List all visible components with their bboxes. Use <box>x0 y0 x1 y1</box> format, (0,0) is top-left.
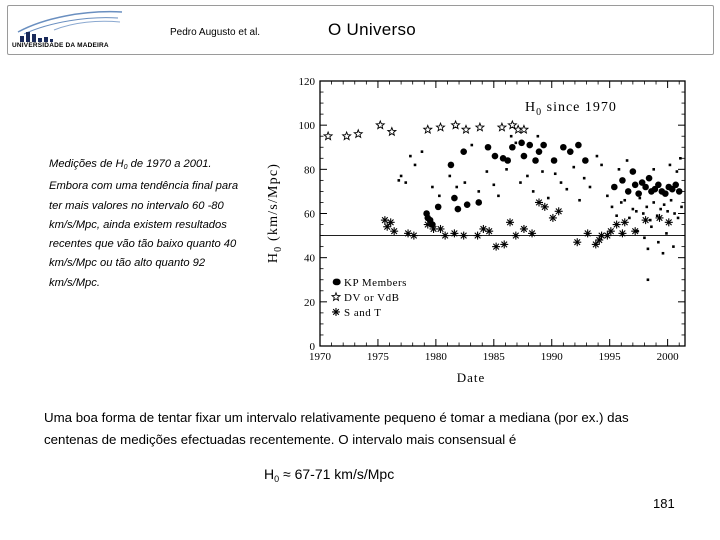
data-point-other <box>554 172 557 175</box>
formula-sub: 0 <box>274 474 280 484</box>
data-point-kp-members <box>619 177 626 184</box>
data-point-other <box>623 199 626 202</box>
y-axis-label-sub: 0 <box>273 245 284 252</box>
data-point-other <box>583 177 586 180</box>
data-point-other <box>639 197 642 200</box>
chart-title-sub: 0 <box>536 107 543 118</box>
data-point-other <box>647 248 650 251</box>
data-point-s-and-t <box>479 225 487 233</box>
legend-label: KP Members <box>344 276 407 289</box>
data-point-other <box>477 190 480 193</box>
data-point-other <box>448 175 451 178</box>
data-point-other <box>400 175 403 178</box>
data-point-kp-members <box>455 206 462 213</box>
data-point-kp-members <box>492 153 499 160</box>
legend-marker <box>333 279 340 286</box>
data-point-s-and-t <box>642 216 650 224</box>
data-point-other <box>589 186 592 189</box>
y-tick-label: 60 <box>304 208 315 221</box>
data-point-other <box>470 144 473 147</box>
data-point-s-and-t <box>460 232 468 240</box>
data-point-other <box>650 225 653 228</box>
data-point-other <box>438 195 441 198</box>
data-point-s-and-t <box>573 238 581 246</box>
data-point-kp-members <box>532 157 539 164</box>
data-point-s-and-t <box>520 225 528 233</box>
data-point-other <box>493 183 496 186</box>
data-point-kp-members <box>646 175 653 182</box>
data-point-other <box>652 201 655 204</box>
x-tick-label: 1985 <box>482 351 505 363</box>
data-point-s-and-t <box>541 203 549 211</box>
h0-formula <box>264 466 394 484</box>
legend-marker <box>332 308 340 316</box>
data-point-kp-members <box>655 181 662 188</box>
data-point-dv-or-vdb <box>437 123 445 131</box>
data-point-other <box>547 197 550 200</box>
data-point-s-and-t <box>474 232 482 240</box>
data-point-dv-or-vdb <box>452 121 460 129</box>
data-point-other <box>618 168 621 171</box>
data-point-other <box>672 245 675 248</box>
data-point-other <box>620 201 623 204</box>
chart-title-main: H <box>525 100 537 115</box>
x-tick-label: 1980 <box>424 351 447 363</box>
data-point-kp-members <box>611 184 618 191</box>
y-tick-label: 80 <box>304 164 315 177</box>
data-point-other <box>665 232 668 235</box>
data-point-other <box>578 199 581 202</box>
data-point-kp-members <box>672 181 679 188</box>
data-point-kp-members <box>630 168 637 175</box>
y-tick-label: 40 <box>304 252 315 265</box>
author-name: Pedro Augusto et al. <box>170 27 261 38</box>
data-point-s-and-t <box>430 225 438 233</box>
y-tick-label: 0 <box>309 341 315 353</box>
data-point-other <box>628 217 631 220</box>
data-point-other <box>566 188 569 191</box>
data-point-dv-or-vdb <box>508 121 516 129</box>
data-point-kp-members <box>567 148 574 155</box>
data-point-other <box>663 203 666 206</box>
data-point-other <box>560 181 563 184</box>
data-point-other <box>486 170 489 173</box>
y-tick-label: 100 <box>298 120 315 133</box>
data-point-s-and-t <box>390 227 398 235</box>
data-point-other <box>680 206 683 209</box>
caption-symbol: H <box>115 158 124 170</box>
y-axis-label <box>266 163 284 263</box>
data-point-other <box>652 168 655 171</box>
data-point-kp-members <box>676 188 683 195</box>
data-point-kp-members <box>551 157 558 164</box>
data-point-kp-members <box>485 144 492 151</box>
data-point-kp-members <box>509 144 516 151</box>
data-point-other <box>397 179 400 182</box>
data-point-dv-or-vdb <box>476 123 484 131</box>
data-point-other <box>497 195 500 198</box>
data-point-other <box>431 186 434 189</box>
data-point-other <box>669 164 672 167</box>
data-point-other <box>537 135 540 138</box>
data-point-s-and-t <box>528 229 536 237</box>
data-point-other <box>670 199 673 202</box>
data-point-kp-members <box>518 140 525 147</box>
data-point-other <box>505 168 508 171</box>
data-point-s-and-t <box>549 214 557 222</box>
data-point-dv-or-vdb <box>376 121 384 129</box>
data-point-other <box>656 214 659 217</box>
data-point-s-and-t <box>555 207 563 215</box>
data-point-other <box>632 208 635 211</box>
page-number: 181 <box>653 496 675 511</box>
data-point-kp-members <box>536 148 543 155</box>
chart-title <box>525 100 617 118</box>
data-point-other <box>455 186 458 189</box>
x-tick-label: 1975 <box>366 351 389 363</box>
data-point-other <box>677 217 680 220</box>
data-point-other <box>676 170 679 173</box>
data-point-kp-members <box>504 157 511 164</box>
data-point-other <box>611 206 614 209</box>
data-point-s-and-t <box>500 240 508 248</box>
data-point-s-and-t <box>613 221 621 229</box>
data-point-dv-or-vdb <box>462 125 470 133</box>
body-paragraph: Uma boa forma de tentar fixar um intervalo relativamente pequeno é tomar a mediana (por ex.) das centenas de medições efectuadas recentemente. O intervalo mais consensual é <box>44 410 629 447</box>
data-point-other <box>414 164 417 167</box>
data-point-dv-or-vdb <box>354 130 362 138</box>
data-point-other <box>645 206 648 209</box>
data-point-s-and-t <box>618 229 626 237</box>
x-tick-label: 2000 <box>656 351 679 363</box>
data-point-dv-or-vdb <box>498 123 506 131</box>
data-point-other <box>636 230 639 233</box>
data-point-s-and-t <box>492 243 500 251</box>
data-point-s-and-t <box>506 218 514 226</box>
data-point-kp-members <box>464 201 471 208</box>
data-point-other <box>649 219 652 222</box>
data-point-other <box>572 166 575 169</box>
data-point-s-and-t <box>592 240 600 248</box>
formula-symbol: H <box>264 466 275 482</box>
x-tick-label: 1990 <box>540 351 563 363</box>
data-point-kp-members <box>435 204 442 211</box>
data-point-other <box>526 175 529 178</box>
data-point-s-and-t <box>603 232 611 240</box>
data-point-kp-members <box>582 157 589 164</box>
data-point-kp-members <box>526 142 533 149</box>
data-point-s-and-t <box>512 232 520 240</box>
chart-legend <box>332 277 407 319</box>
figure-caption <box>49 155 249 293</box>
data-point-kp-members <box>448 162 455 169</box>
data-point-kp-members <box>521 153 528 160</box>
caption-text-start: Medições de <box>49 158 116 170</box>
data-point-s-and-t <box>387 218 395 226</box>
data-point-other <box>409 155 412 158</box>
x-tick-label: 1995 <box>598 351 621 363</box>
data-point-kp-members <box>475 199 482 206</box>
chart-title-rest: since 1970 <box>542 100 617 115</box>
data-point-s-and-t <box>584 229 592 237</box>
data-point-kp-members <box>625 188 632 195</box>
data-point-other <box>673 212 676 215</box>
data-point-other <box>657 241 660 244</box>
data-point-other <box>600 164 603 167</box>
points-group <box>324 121 683 285</box>
data-point-kp-members <box>662 190 669 197</box>
data-point-s-and-t <box>535 198 543 206</box>
y-axis-label-main: H <box>266 251 281 264</box>
data-point-s-and-t <box>404 229 412 237</box>
data-point-dv-or-vdb <box>388 128 396 136</box>
data-point-other <box>626 159 629 162</box>
data-point-kp-members <box>642 184 649 191</box>
data-point-s-and-t <box>424 221 432 229</box>
university-name: UNIVERSIDADE DA MADEIRA <box>12 42 109 49</box>
data-point-dv-or-vdb <box>343 132 351 140</box>
caption-text-end: de 1970 a 2001. Embora com uma tendência final para ter mais valores no intervalo 60 -80 km/s/Mpc, ainda existem resultados recentes que vão tão baixo quanto 40 km/s/Mpc ou tão alto quanto 92 km/s/Mpc. <box>49 158 239 289</box>
data-point-other <box>532 190 535 193</box>
legend-label: DV or VdB <box>344 291 400 304</box>
y-axis-label-rest: (km/s/Mpc) <box>266 162 281 246</box>
data-point-other <box>404 181 407 184</box>
legend-marker <box>332 293 340 301</box>
data-point-kp-members <box>460 148 467 155</box>
data-point-other <box>666 210 669 213</box>
data-point-kp-members <box>575 142 582 149</box>
y-tick-label: 120 <box>298 76 315 88</box>
data-point-kp-members <box>560 144 567 151</box>
data-point-s-and-t <box>450 229 458 237</box>
data-point-other <box>643 236 646 239</box>
data-point-s-and-t <box>410 232 418 240</box>
data-point-dv-or-vdb <box>520 125 528 133</box>
data-point-other <box>596 155 599 158</box>
x-tick-label: 1970 <box>309 351 331 363</box>
data-point-other <box>662 252 665 255</box>
data-point-other <box>515 142 518 145</box>
data-point-s-and-t <box>665 218 673 226</box>
data-point-s-and-t <box>485 227 493 235</box>
data-point-other <box>519 181 522 184</box>
data-point-other <box>642 212 645 215</box>
data-point-other <box>647 278 650 281</box>
data-point-other <box>615 214 618 217</box>
data-point-dv-or-vdb <box>424 125 432 133</box>
data-point-s-and-t <box>441 232 449 240</box>
data-point-other <box>510 135 513 138</box>
data-point-dv-or-vdb <box>324 132 332 140</box>
data-point-kp-members <box>632 181 639 188</box>
data-point-other <box>679 157 682 160</box>
data-point-other <box>635 210 638 213</box>
data-point-s-and-t <box>437 225 445 233</box>
x-axis-label: Date <box>456 370 486 385</box>
data-point-s-and-t <box>607 227 615 235</box>
h0-chart <box>255 75 695 390</box>
data-point-other <box>606 195 609 198</box>
data-point-other <box>421 150 424 153</box>
data-point-s-and-t <box>383 223 391 231</box>
data-point-kp-members <box>540 142 547 149</box>
legend-label: S and T <box>344 306 382 319</box>
data-point-s-and-t <box>621 218 629 226</box>
y-tick-label: 20 <box>304 296 315 309</box>
formula-value: ≈ 67-71 km/s/Mpc <box>279 466 395 482</box>
data-point-other <box>541 170 544 173</box>
data-point-kp-members <box>451 195 458 202</box>
caption-symbol-sub: 0 <box>123 164 128 171</box>
data-point-other <box>464 181 467 184</box>
course-title: O Universo <box>328 20 417 39</box>
data-point-kp-members <box>635 190 642 197</box>
data-point-other <box>659 208 662 211</box>
